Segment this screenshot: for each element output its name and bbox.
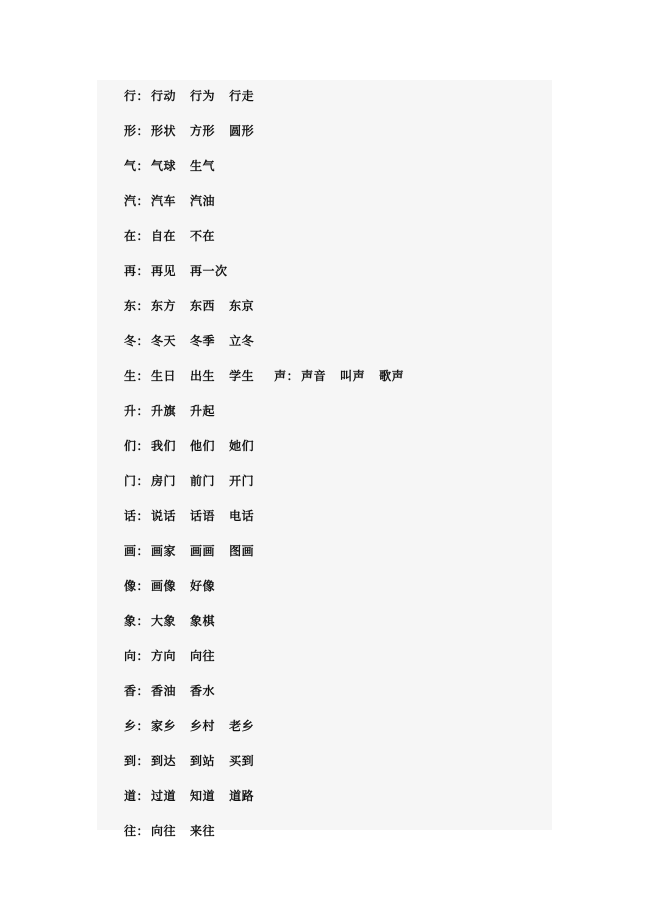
word: 不在 <box>190 228 216 243</box>
word: 家乡 <box>151 718 177 733</box>
head-character: 汽 <box>124 193 137 208</box>
character-entry <box>124 335 268 347</box>
head-character: 像 <box>124 578 137 593</box>
word: 房门 <box>151 473 177 488</box>
head-character: 象 <box>124 613 137 628</box>
character-entry <box>124 160 229 172</box>
word: 立冬 <box>229 333 255 348</box>
word-row <box>124 288 544 323</box>
word: 学生 <box>229 368 255 383</box>
word: 自在 <box>151 228 177 243</box>
word-row <box>124 673 544 708</box>
separator: ： <box>136 298 150 313</box>
character-entry <box>124 545 268 557</box>
word-row <box>124 253 544 288</box>
word: 香水 <box>190 683 216 698</box>
head-character: 行 <box>124 88 137 103</box>
separator: ： <box>136 228 150 243</box>
separator: ： <box>136 368 150 383</box>
head-character: 生 <box>124 368 137 383</box>
word: 圆形 <box>229 123 255 138</box>
separator: ： <box>136 403 150 418</box>
separator: ： <box>136 718 150 733</box>
word: 再见 <box>151 263 177 278</box>
character-entry <box>124 300 268 312</box>
word: 冬天 <box>151 333 177 348</box>
head-character: 道 <box>124 788 137 803</box>
word-row <box>124 218 544 253</box>
word: 东京 <box>229 298 255 313</box>
character-entry <box>274 370 418 382</box>
character-entry <box>124 825 229 837</box>
word: 大象 <box>151 613 177 628</box>
separator: ： <box>136 543 150 558</box>
word: 东西 <box>190 298 216 313</box>
head-character: 们 <box>124 438 137 453</box>
word-row <box>124 393 544 428</box>
word-row <box>124 603 544 638</box>
character-entry <box>124 720 268 732</box>
separator: ： <box>136 263 150 278</box>
character-entry <box>124 230 229 242</box>
separator: ： <box>136 648 150 663</box>
word-row <box>124 778 544 813</box>
word: 画家 <box>151 543 177 558</box>
word: 来往 <box>190 823 216 838</box>
word: 我们 <box>151 438 177 453</box>
character-entry <box>124 90 268 102</box>
word: 形状 <box>151 123 177 138</box>
character-entry <box>124 125 268 137</box>
word: 生气 <box>190 158 216 173</box>
word: 开门 <box>229 473 255 488</box>
word: 歌声 <box>379 368 405 383</box>
separator: ： <box>136 578 150 593</box>
word: 画像 <box>151 578 177 593</box>
word-row <box>124 323 544 358</box>
head-character: 话 <box>124 508 137 523</box>
word: 知道 <box>190 788 216 803</box>
separator: ： <box>136 438 150 453</box>
head-character: 声 <box>274 368 287 383</box>
character-entry <box>124 475 268 487</box>
word: 声音 <box>301 368 327 383</box>
separator: ： <box>136 123 150 138</box>
head-character: 香 <box>124 683 137 698</box>
word: 方向 <box>151 648 177 663</box>
word: 象棋 <box>190 613 216 628</box>
word: 出生 <box>190 368 216 383</box>
character-entry <box>124 265 242 277</box>
head-character: 东 <box>124 298 137 313</box>
character-entry <box>124 440 268 452</box>
word: 行动 <box>151 88 177 103</box>
word-row <box>124 533 544 568</box>
word-row <box>124 148 544 183</box>
head-character: 再 <box>124 263 137 278</box>
separator: ： <box>136 158 150 173</box>
head-character: 冬 <box>124 333 137 348</box>
word: 他们 <box>190 438 216 453</box>
word: 前门 <box>190 473 216 488</box>
character-entry <box>124 405 229 417</box>
word: 图画 <box>229 543 255 558</box>
word: 向往 <box>151 823 177 838</box>
word: 汽油 <box>190 193 216 208</box>
character-entry <box>124 650 229 662</box>
word-row <box>124 498 544 533</box>
separator: ： <box>136 473 150 488</box>
word-row <box>124 113 544 148</box>
separator: ： <box>136 823 150 838</box>
character-entry <box>124 580 229 592</box>
word-row <box>124 638 544 673</box>
head-character: 门 <box>124 473 137 488</box>
character-entry <box>124 685 229 697</box>
word-row <box>124 78 544 113</box>
word: 再一次 <box>190 263 228 278</box>
word: 东方 <box>151 298 177 313</box>
character-entry <box>124 615 229 627</box>
word: 香油 <box>151 683 177 698</box>
character-entry <box>124 370 268 382</box>
word: 画画 <box>190 543 216 558</box>
head-character: 在 <box>124 228 137 243</box>
word: 向往 <box>190 648 216 663</box>
word: 冬季 <box>190 333 216 348</box>
word: 到达 <box>151 753 177 768</box>
head-character: 乡 <box>124 718 137 733</box>
word-row <box>124 463 544 498</box>
word-row <box>124 813 544 848</box>
head-character: 升 <box>124 403 137 418</box>
word-row <box>124 428 544 463</box>
word: 气球 <box>151 158 177 173</box>
word: 她们 <box>229 438 255 453</box>
separator: ： <box>136 508 150 523</box>
head-character: 气 <box>124 158 137 173</box>
word: 升起 <box>190 403 216 418</box>
separator: ： <box>136 613 150 628</box>
head-character: 到 <box>124 753 137 768</box>
word: 话语 <box>190 508 216 523</box>
word: 行为 <box>190 88 216 103</box>
word: 汽车 <box>151 193 177 208</box>
word: 说话 <box>151 508 177 523</box>
word: 道路 <box>229 788 255 803</box>
word: 好像 <box>190 578 216 593</box>
word: 买到 <box>229 753 255 768</box>
word: 生日 <box>151 368 177 383</box>
character-entry <box>124 755 268 767</box>
word: 方形 <box>190 123 216 138</box>
word-list <box>124 78 544 848</box>
head-character: 形 <box>124 123 137 138</box>
head-character: 向 <box>124 648 137 663</box>
word-row <box>124 568 544 603</box>
separator: ： <box>136 333 150 348</box>
character-entry <box>124 790 268 802</box>
word-row <box>124 708 544 743</box>
word: 叫声 <box>340 368 366 383</box>
word-row <box>124 183 544 218</box>
word: 升旗 <box>151 403 177 418</box>
word: 过道 <box>151 788 177 803</box>
separator: ： <box>136 788 150 803</box>
head-character: 画 <box>124 543 137 558</box>
word: 行走 <box>229 88 255 103</box>
head-character: 往 <box>124 823 137 838</box>
separator: ： <box>136 683 150 698</box>
separator: ： <box>136 193 150 208</box>
word: 电话 <box>229 508 255 523</box>
word-row <box>124 358 544 393</box>
separator: ： <box>136 88 150 103</box>
separator: ： <box>136 753 150 768</box>
word: 到站 <box>190 753 216 768</box>
character-entry <box>124 195 229 207</box>
character-entry <box>124 510 268 522</box>
word: 乡村 <box>190 718 216 733</box>
word: 老乡 <box>229 718 255 733</box>
separator: ： <box>286 368 300 383</box>
word-row <box>124 743 544 778</box>
